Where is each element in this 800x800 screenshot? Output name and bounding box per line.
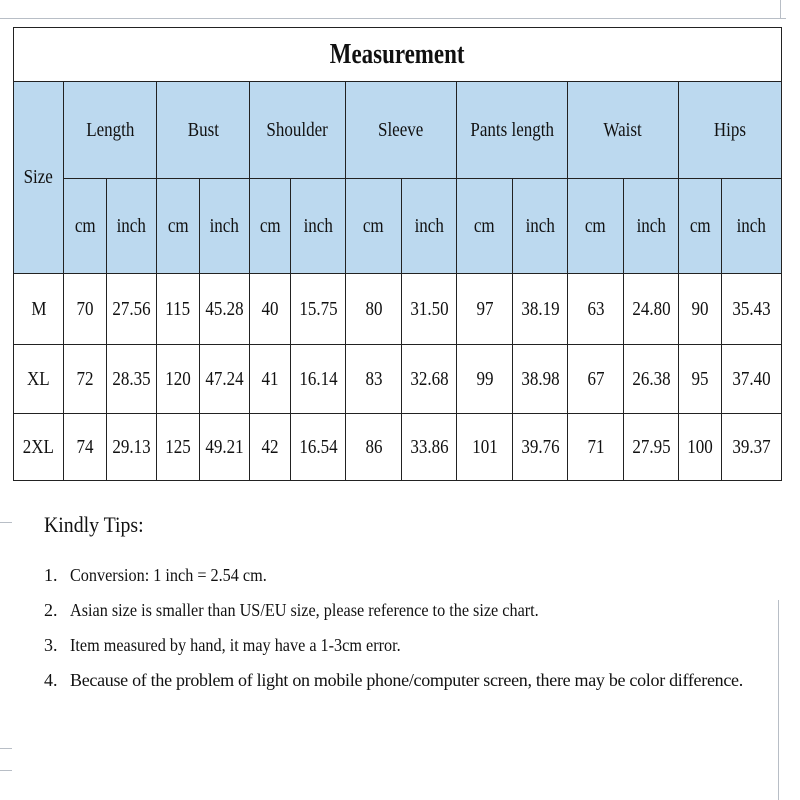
unit-header-inch: inch [722,179,782,274]
value-cell: 31.50 [402,274,457,345]
edge-mark-left-1 [0,522,12,523]
tips-list [44,558,744,698]
tip-text: Asian size is smaller than US/EU size, please reference to the size chart. [70,600,539,620]
value-cell: 86 [346,414,402,481]
kindly-tips [44,512,744,698]
value-cell: 41 [250,345,291,414]
unit-header-cm: cm [157,179,200,274]
unit-header-inch: inch [513,179,568,274]
value-cell: 72 [64,345,107,414]
table-row [14,274,782,345]
unit-header-inch: inch [402,179,457,274]
size-header: Size [14,82,64,274]
tip-text: Because of the problem of light on mobile phone/computer screen, there may be color difference. [70,670,743,690]
unit-header-cm: cm [457,179,513,274]
tip-item [44,593,744,628]
value-cell: 97 [457,274,513,345]
size-cell: M [14,274,64,345]
value-cell: 100 [679,414,722,481]
edge-mark-left-3 [0,770,12,771]
value-cell: 71 [568,414,624,481]
value-cell: 95 [679,345,722,414]
group-header-hips: Hips [679,82,782,179]
tip-text: Conversion: 1 inch = 2.54 cm. [70,565,267,585]
value-cell: 28.35 [107,345,157,414]
unit-header-inch: inch [107,179,157,274]
group-header-sleeve: Sleeve [346,82,457,179]
value-cell: 125 [157,414,200,481]
value-cell: 27.95 [624,414,679,481]
value-cell: 63 [568,274,624,345]
value-cell: 70 [64,274,107,345]
value-cell: 67 [568,345,624,414]
value-cell: 40 [250,274,291,345]
value-cell: 39.76 [513,414,568,481]
value-cell: 99 [457,345,513,414]
group-header-shoulder: Shoulder [250,82,346,179]
value-cell: 38.98 [513,345,568,414]
group-header-pants-length: Pants length [457,82,568,179]
value-cell: 74 [64,414,107,481]
unit-header-cm: cm [679,179,722,274]
unit-header-inch: inch [624,179,679,274]
value-cell: 27.56 [107,274,157,345]
size-cell: 2XL [14,414,64,481]
edge-mark-right-2 [778,600,779,800]
tip-number: 1. [44,565,58,585]
table-row [14,345,782,414]
unit-header-cm: cm [64,179,107,274]
table-title: Measurement [14,28,782,82]
value-cell: 42 [250,414,291,481]
group-header-bust: Bust [157,82,250,179]
tip-item [44,663,744,698]
value-cell: 83 [346,345,402,414]
value-cell: 24.80 [624,274,679,345]
tip-number: 2. [44,600,58,620]
value-cell: 39.37 [722,414,782,481]
value-cell: 80 [346,274,402,345]
value-cell: 45.28 [200,274,250,345]
value-cell: 90 [679,274,722,345]
value-cell: 49.21 [200,414,250,481]
edge-mark-left-2 [0,748,12,749]
value-cell: 26.38 [624,345,679,414]
unit-header-inch: inch [291,179,346,274]
value-cell: 16.54 [291,414,346,481]
value-cell: 47.24 [200,345,250,414]
group-header-waist: Waist [568,82,679,179]
size-cell: XL [14,345,64,414]
tip-item [44,628,744,663]
value-cell: 33.86 [402,414,457,481]
tip-number: 3. [44,635,58,655]
unit-header-cm: cm [568,179,624,274]
value-cell: 29.13 [107,414,157,481]
value-cell: 32.68 [402,345,457,414]
value-cell: 101 [457,414,513,481]
edge-mark-right [780,0,781,18]
value-cell: 15.75 [291,274,346,345]
value-cell: 120 [157,345,200,414]
value-cell: 35.43 [722,274,782,345]
tip-number: 4. [44,670,58,690]
value-cell: 115 [157,274,200,345]
unit-header-cm: cm [250,179,291,274]
unit-header-cm: cm [346,179,402,274]
edge-mark-top [0,18,786,19]
table-row [14,414,782,481]
tip-text: Item measured by hand, it may have a 1-3cm error. [70,635,401,655]
value-cell: 37.40 [722,345,782,414]
unit-row [14,179,782,274]
tips-title: Kindly Tips: [44,512,144,537]
tip-item [44,558,744,593]
unit-header-inch: inch [200,179,250,274]
group-header-length: Length [64,82,157,179]
size-chart-table [13,27,782,481]
value-cell: 38.19 [513,274,568,345]
value-cell: 16.14 [291,345,346,414]
